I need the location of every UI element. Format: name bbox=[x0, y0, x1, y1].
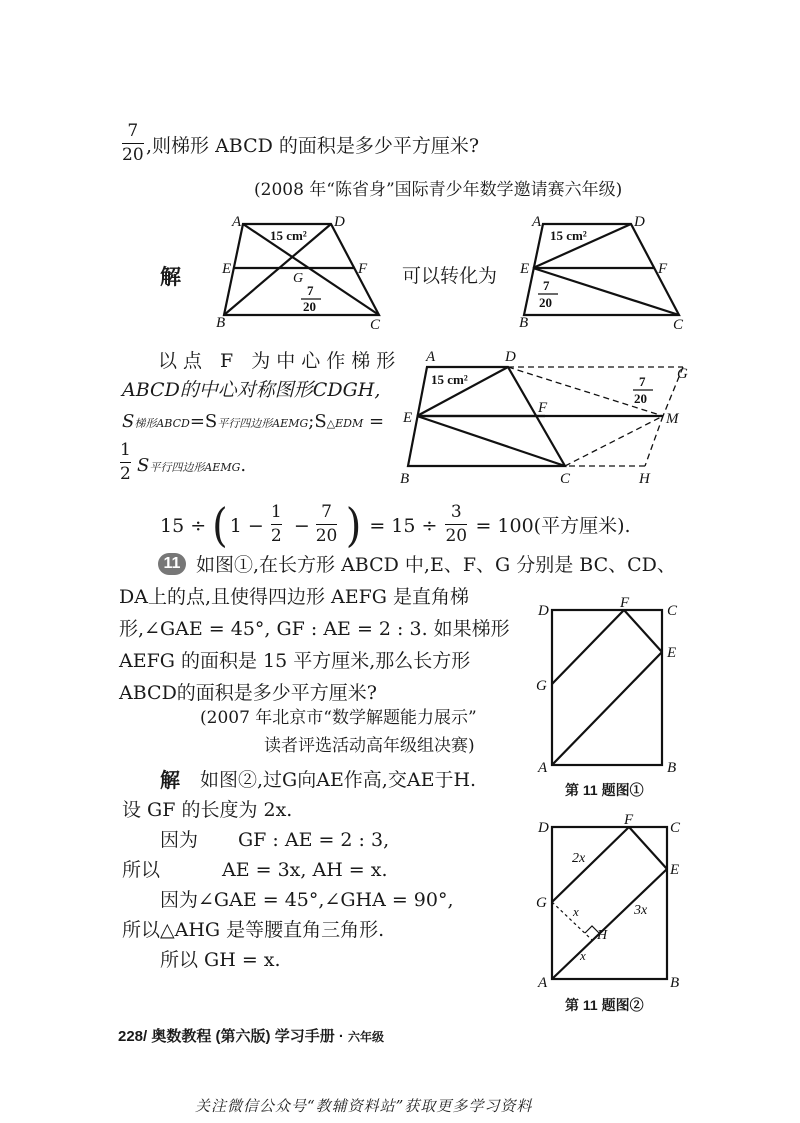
watermark: 关注微信公众号“教辅资料站”获取更多学习资料 bbox=[195, 1097, 533, 1115]
intro-source: (2008 年“陈省身”国际青少年数学邀请赛六年级) bbox=[254, 180, 623, 200]
fig3-label-g: G bbox=[677, 366, 688, 382]
semicolon-s: ;S bbox=[308, 411, 327, 432]
fig11b-label-e: E bbox=[670, 862, 680, 878]
fig2-label-f: F bbox=[658, 261, 668, 277]
period: . bbox=[240, 455, 247, 476]
solution11-line-3a: 因为 bbox=[160, 829, 199, 851]
figure11-1-caption: 第 11 题图① bbox=[565, 782, 644, 798]
eq-sign-2: = bbox=[363, 411, 385, 432]
fig11b-label-ae: 3x bbox=[634, 903, 648, 918]
fig11b-label-gh: x bbox=[573, 904, 579, 919]
fraction-numerator: 7 bbox=[127, 121, 139, 141]
fraction-denominator: 20 bbox=[315, 526, 338, 547]
fraction-numerator: 3 bbox=[450, 502, 462, 522]
symmetric-figure bbox=[395, 345, 700, 490]
fig3-area-label: 15 cm² bbox=[431, 372, 468, 387]
intro-fraction bbox=[122, 123, 144, 164]
fig3-frac-den: 20 bbox=[634, 391, 647, 406]
s-symbol: S bbox=[137, 455, 150, 476]
fig3-label-d: D bbox=[505, 349, 516, 365]
fraction-numerator: 1 bbox=[270, 502, 282, 522]
fig2-label-e: E bbox=[520, 261, 530, 277]
problem11-figure-2 bbox=[532, 812, 692, 992]
figure11-2-caption: 第 11 题图② bbox=[565, 997, 644, 1013]
solution-para-1: 以点 F 为中心作梯形 bbox=[158, 350, 402, 372]
s-subscript-triangle: △EDM bbox=[326, 417, 364, 430]
fig1-label-b: B bbox=[216, 315, 226, 331]
s-symbol: S bbox=[122, 411, 135, 432]
fig2-label-a: A bbox=[532, 214, 542, 230]
solution-label: 解 bbox=[160, 264, 181, 289]
solution11-line-2: 设 GF 的长度为 2x. bbox=[122, 799, 293, 821]
fig3-label-a: A bbox=[426, 349, 436, 365]
fig2-label-d: D bbox=[634, 214, 645, 230]
calc-part-d: = 100(平方厘米). bbox=[475, 514, 631, 537]
problem11-line-4: AEFG 的面积是 15 平方厘米,那么长方形 bbox=[119, 650, 471, 672]
fig11b-label-d: D bbox=[538, 820, 549, 836]
fraction-numerator: 1 bbox=[120, 440, 131, 460]
fig1-label-f: F bbox=[358, 261, 368, 277]
book-title: 奥数教程 (第六版) 学习手册 bbox=[151, 1028, 335, 1045]
half-area-expression bbox=[137, 457, 246, 475]
fig2-area-label: 15 cm² bbox=[550, 228, 587, 243]
fig11a-label-e: E bbox=[667, 645, 677, 661]
fig2-label-c: C bbox=[673, 317, 684, 333]
fraction bbox=[316, 504, 338, 545]
half-fraction bbox=[120, 442, 131, 483]
footer-dot: · bbox=[334, 1028, 349, 1045]
fig3-label-c: C bbox=[560, 471, 571, 487]
footer bbox=[118, 1025, 384, 1046]
fig1-label-d: D bbox=[334, 214, 345, 230]
solution11-line-4b: AE = 3x, AH = x. bbox=[222, 859, 388, 881]
transform-text: 可以转化为 bbox=[402, 265, 498, 287]
problem11-source-1: (2007 年北京市“数学解题能力展示” bbox=[200, 708, 477, 728]
calc-part-b: 1 − bbox=[229, 514, 264, 537]
area-equation bbox=[122, 413, 384, 431]
fig3-label-m: M bbox=[666, 411, 679, 427]
s-subscript-parallelogram: 平行四边形AEMG bbox=[217, 417, 309, 430]
fig2-frac-num: 7 bbox=[543, 278, 550, 293]
solution11-line-5: 因为∠GAE = 45°,∠GHA = 90°, bbox=[160, 889, 454, 911]
solution11-line-7: 所以 GH = x. bbox=[160, 949, 281, 971]
left-paren: ( bbox=[212, 499, 228, 553]
solution11-label: 解 bbox=[160, 768, 180, 792]
fig11b-label-b: B bbox=[670, 975, 680, 991]
fig11a-label-c: C bbox=[667, 603, 678, 619]
problem11-line-1: 如图①,在长方形 ABCD 中,E、F、G 分别是 BC、CD、 bbox=[196, 554, 676, 576]
trapezoid-figure-1 bbox=[210, 210, 390, 335]
footer-slash: / bbox=[143, 1028, 152, 1045]
fraction-numerator: 7 bbox=[321, 502, 332, 522]
fraction-denominator: 20 bbox=[445, 526, 468, 547]
fig11b-label-h: H bbox=[597, 928, 608, 943]
problem11-line-2: DA上的点,且使得四边形 AEFG 是直角梯 bbox=[119, 586, 470, 608]
solution11-line-4a: 所以 bbox=[122, 859, 161, 881]
fig11b-label-g: G bbox=[536, 895, 547, 911]
calc-part-a: 15 ÷ bbox=[160, 514, 207, 537]
calc-half bbox=[269, 504, 289, 548]
fig11a-label-g: G bbox=[536, 678, 547, 694]
fig1-label-e: E bbox=[222, 261, 232, 277]
s-subscript-trapezoid: 梯形ABCD bbox=[134, 417, 190, 430]
fraction-denominator: 2 bbox=[270, 526, 282, 547]
fig2-frac-den: 20 bbox=[539, 295, 552, 310]
fraction-denominator: 20 bbox=[122, 145, 144, 166]
fig3-label-f: F bbox=[538, 400, 548, 416]
fig1-label-g: G bbox=[293, 271, 304, 286]
problem11-line-5: ABCD的面积是多少平方厘米? bbox=[119, 682, 377, 704]
page-number: 228 bbox=[118, 1028, 144, 1045]
fig11a-label-f: F bbox=[620, 595, 630, 611]
solution11-line-3b: GF : AE = 2 : 3, bbox=[238, 829, 390, 851]
calc-seven-twentieths bbox=[314, 504, 340, 548]
problem11-line-3: 形,∠GAE = 45°, GF : AE = 2 : 3. 如果梯形 bbox=[119, 618, 510, 640]
fig11b-label-ah: x bbox=[580, 948, 586, 963]
fraction-denominator: 2 bbox=[120, 464, 131, 485]
solution11-line-1: 如图②,过G向AE作高,交AE于H. bbox=[200, 769, 477, 791]
right-paren: ) bbox=[345, 499, 362, 553]
fig3-frac-num: 7 bbox=[639, 374, 646, 389]
solution-para-2: ABCD的中心对称图形CDGH, bbox=[122, 379, 381, 401]
calc-part-c: = 15 ÷ bbox=[369, 514, 438, 537]
problem-number-badge: 11 bbox=[158, 553, 186, 575]
fig1-area-label: 15 cm² bbox=[270, 228, 307, 243]
grade-label: 六年级 bbox=[348, 1030, 385, 1044]
problem11-figure-1 bbox=[532, 595, 692, 775]
fig2-label-b: B bbox=[519, 315, 529, 331]
trapezoid-figure-2 bbox=[510, 210, 690, 335]
calc-minus: − bbox=[293, 514, 310, 537]
fig11b-label-a: A bbox=[538, 975, 548, 991]
fig11b-label-gf: 2x bbox=[572, 851, 586, 866]
fig3-label-e: E bbox=[403, 410, 413, 426]
intro-question: ,则梯形 ABCD 的面积是多少平方厘米? bbox=[146, 135, 480, 157]
fig1-label-a: A bbox=[232, 214, 242, 230]
fig1-label-c: C bbox=[370, 317, 381, 333]
fig11a-label-a: A bbox=[538, 760, 548, 775]
fig3-label-h: H bbox=[639, 471, 650, 487]
fig1-frac-num: 7 bbox=[307, 283, 314, 298]
fig11a-label-d: D bbox=[538, 603, 549, 619]
calculation-line bbox=[160, 499, 631, 553]
fraction bbox=[445, 504, 467, 545]
calc-three-twentieths bbox=[443, 504, 469, 548]
problem11-source-2: 读者评选活动高年级组决赛) bbox=[264, 736, 475, 756]
fig3-label-b: B bbox=[400, 471, 410, 487]
s-subscript-parallelogram: 平行四边形AEMG bbox=[149, 461, 241, 474]
solution11-line-6: 所以△AHG 是等腰直角三角形. bbox=[122, 919, 385, 941]
eq-sign: =S bbox=[189, 411, 218, 432]
fig11b-label-c: C bbox=[670, 820, 681, 836]
fig11b-label-f: F bbox=[624, 812, 634, 828]
fig11a-label-b: B bbox=[667, 760, 677, 775]
fig1-frac-den: 20 bbox=[303, 299, 316, 314]
fraction bbox=[271, 504, 282, 545]
